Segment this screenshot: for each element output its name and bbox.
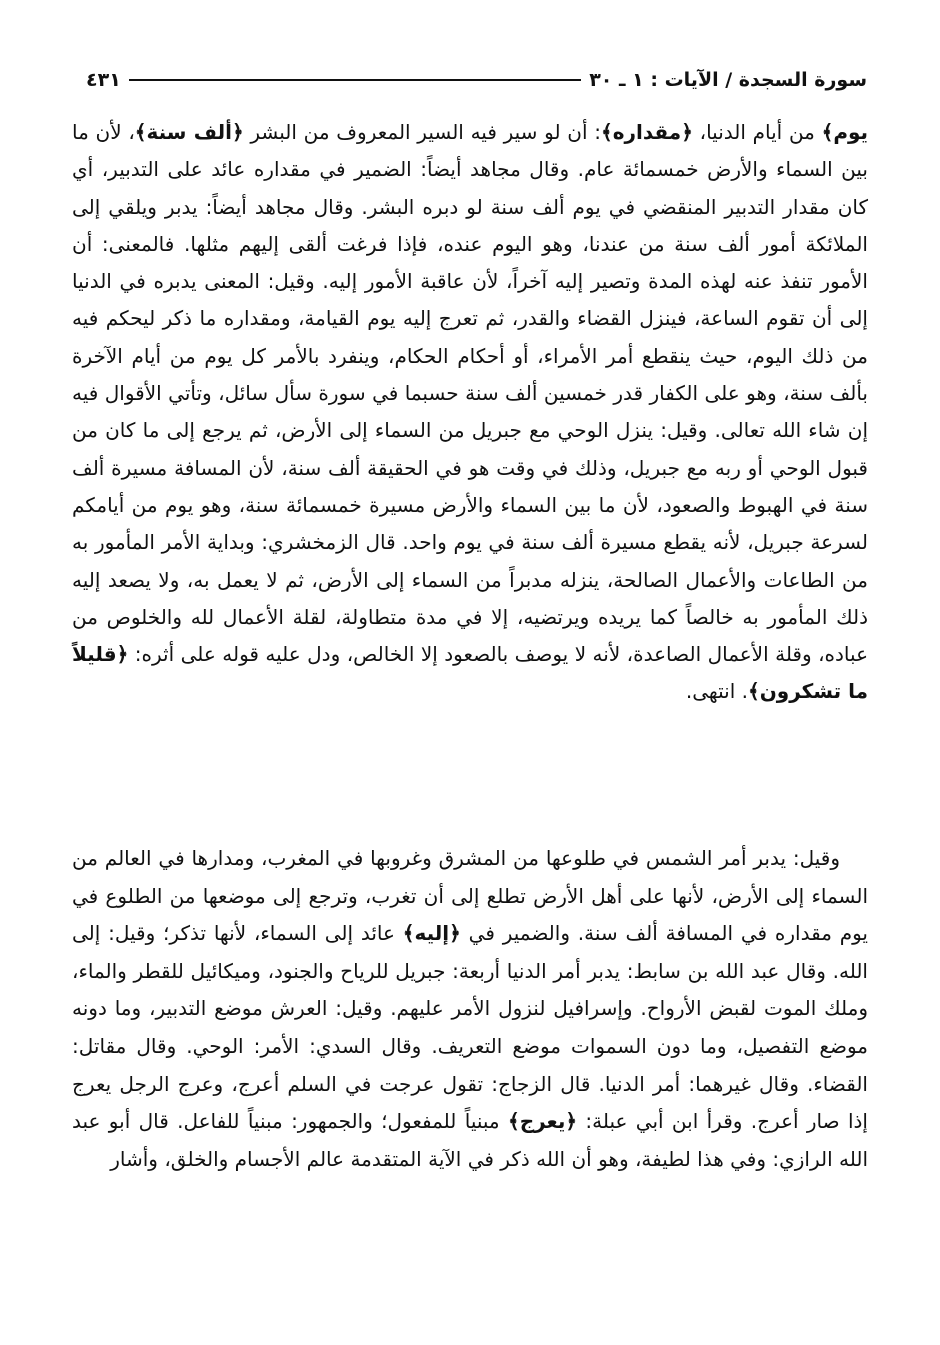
quran-quote: ﴿يعرج﴾ — [507, 1109, 578, 1134]
quran-quote: ﴿مقداره﴾ — [600, 120, 693, 144]
commentary-paragraph-2 — [72, 840, 868, 1178]
page-number: ٤٣١ — [86, 69, 121, 91]
commentary-text: . انتهى. — [685, 679, 748, 704]
commentary-text: من أيام الدنيا، — [692, 120, 822, 144]
running-header — [86, 62, 867, 98]
header-rule — [129, 79, 581, 81]
commentary-text: عائد إلى السماء، لأنها تذكر؛ وقيل: إلى الله. وقال عبد الله بن سابط: يدبر أمر الدنيا أربعة: جبريل للرياح والجنود، وميكائيل للقطر والماء، وملك الموت لقبض الأرواح. وإسرافيل لنزول الأمر عليهم. وقيل: العرش موضع التدبير، وما دونه موضع التفصيل، وما دون السموات موضع التعريف. وقال السدي: الأمر: الوحي. وقال مقاتل: القضاء. وقال غيرهما: أمر الدنيا. قال الزجاج: تقول عرجت في السلم أعرج، وعرج الرجل يعرج إذا صار أعرج. وقرأ ابن أبي عبلة: — [72, 921, 868, 1134]
commentary-paragraph-1 — [72, 114, 868, 711]
commentary-text: ، لأن ما بين السماء والأرض خمسمائة عام. وقال مجاهد أيضاً: الضمير في مقداره عائد على التدبير، أي كان مقدار التدبير المنقضي في يوم ألف سنة لو دبره البشر. وقال مجاهد أيضاً: يدبر ويلقي إلى الملائكة أمور ألف سنة من عندنا، وهو اليوم عنده، فإذا فرغت ألقى إليهم مثلها. فالمعنى: أن الأمور تنفذ عنه لهذه المدة وتصير إليه آخراً، لأن عاقبة الأمور إليه. وقيل: المعنى يدبره في الدنيا إلى أن تقوم الساعة، فينزل القضاء والقدر، ثم تعرج إليه يوم القيامة، ومقداره ما ذكر ليحكم فيه من ذلك اليوم، حيث ينقطع أمر الأمراء، أو أحكام الحكام، وينفرد بالأمر كل يوم من أيام الآخرة بألف سنة، وهو على الكفار قدر خمسين ألف سنة حسبما في سورة سأل سائل، وتأتي الأقوال فيه إن شاء الله تعالى. وقيل: ينزل الوحي مع جبريل من السماء إلى الأرض، ثم يرجع إلى ما كان من قبول الوحي أو ربه مع جبريل، وذلك في وقت هو في الحقيقة ألف سنة، لأن المسافة مسيرة ألف سنة في الهبوط والصعود، لأن ما بين السماء والأرض مسيرة خمسمائة سنة، وهو يوم من أيامكم لسرعة جبريل، لأنه يقطع مسيرة ألف سنة في يوم واحد. قال الزمخشري: وبداية الأمر المأمور به من الطاعات والأعمال الصالحة، ينزله مدبراً من السماء إلى الأرض، ثم لا يعمل به، ولا يصعد إليه ذلك المأمور به خالصاً كما يريده ويرتضيه، إلا في مدة متطاولة، لقلة الأعمال لله والخلوص من عباده، وقلة الأعمال الصاعدة، لأنه لا يوصف بالصعود إلا الخالص، ودل عليه قوله على أثره: — [72, 120, 868, 667]
commentary-text: مبنياً للمفعول؛ والجمهور: مبنياً للفاعل. قال أبو عبد الله الرازي: وفي هذا لطيفة، وهو أن الله ذكر في الآية المتقدمة عالم الأجسام والخلق، وأشار — [72, 1109, 868, 1171]
quran-quote: يوم﴾ — [821, 120, 869, 144]
surah-title: سورة السجدة / الآيات : ١ ـ ٣٠ — [589, 69, 867, 91]
quran-quote: ﴿قليلاً ما تشكرون﴾ — [72, 642, 868, 704]
quran-quote: ﴿ألف سنة﴾ — [134, 120, 244, 144]
commentary-text: وقيل: يدبر أمر الشمس في طلوعها من المشرق وغروبها في المغرب، ومدارها في العالم من السماء إلى الأرض، لأنها على أهل الأرض تطلع إلى أن تغرب، وترجع إلى موضعها من الطلوع في يوم مقداره في المسافة ألف سنة. والضمير في — [72, 846, 868, 946]
commentary-text: : أن لو سير فيه السير المعروف من البشر — [243, 120, 601, 144]
quran-quote: ﴿إليه﴾ — [402, 921, 461, 946]
